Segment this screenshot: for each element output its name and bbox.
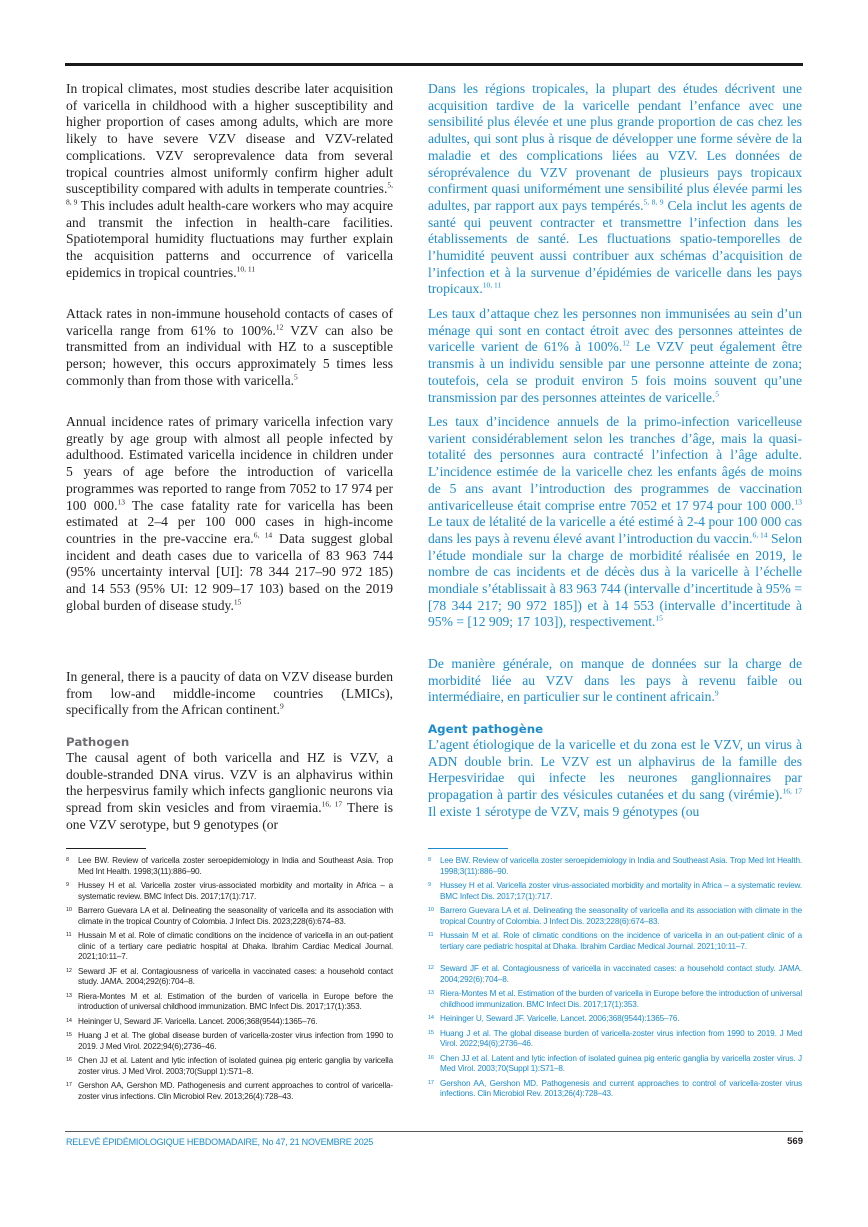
citation: 15 — [655, 613, 663, 623]
footnote-11: 11 Hussain M et al. Role of climatic conditions on the incidence of varicella in an out-patient clinic of a tertiary care pediatric hospital at Dhaka. Ibrahim Cardiac Medical Journal. 2021;10:11–7. — [66, 931, 393, 961]
citation: 6, 14 — [752, 530, 768, 540]
footnote-17: 17 Gershon AA, Gershon MD. Pathogenesis and current approaches to control of varicella-zoster virus infections. Clin Microbiol Rev. 2013;26(4):728–43. — [428, 1078, 802, 1098]
citation: 6, 14 — [253, 530, 273, 540]
section-heading-agent-pathogene: Agent pathogène — [428, 722, 544, 736]
citation: 5, 8, 9 — [66, 180, 393, 207]
section-heading-pathogen: Pathogen — [66, 735, 130, 749]
footnote-13: 13 Riera-Montes M et al. Estimation of the burden of varicella in Europe before the introduction of universal childhood immunization. BMC Infect Dis. 2017;17(1):353. — [428, 989, 802, 1009]
footnote-15: 15 Huang J et al. The global disease burden of varicella-zoster virus infection from 1990 to 2019. J Med Virol. 2022;94(6);2736–46. — [428, 1028, 802, 1048]
citation: 10, 11 — [236, 264, 256, 274]
fr-paragraph-tropical: Dans les régions tropicales, la plupart des études décrivent une acquisition tardive de la varicelle pendant l’enfance avec une sensibilité plus élevée et une plus grande proportion de cas chez les adultes, qui sont plus à risque de développer une forme sévère de la maladie et des complications liées au VZV. Les données de séroprévalence du VZV provenant de plusieurs pays tropicaux confirment quasi uniformément une sensibilité plus élevée parmi les adultes, par rapport aux pays tempérés.$^{5, 8, 9}$ Cela inclut les agents de santé qui peuvent contracter et transmettre l’infection dans les établissements de santé. Les fluctuations spatio-temporelles de l’humidité peuvent aussi contribuer aux schémas d’acquisition de l’infection et à la survenue d’épidémies de varicelle dans les pays tropicaux.$^{10, 11}$ — [428, 81, 803, 297]
top-rule — [65, 63, 803, 66]
en-paragraph-pathogen: The causal agent of both varicella and HZ is VZV, a double-stranded DNA virus. VZV is an alphavirus within the herpesvirus family which infects ganglionic neurons via spread from skin vesicles and from viraemia.$^{16, 17}$ There is one VZV serotype, but 9 genotypes (or — [66, 750, 393, 832]
citation: 5 — [715, 388, 720, 398]
citation: 13 — [794, 496, 802, 506]
footnote-9: 9 Hussey H et al. Varicella zoster virus-associated morbidity and mortality in Africa – a systematic review. BMC Infect Dis. 2017;17(1):717. — [66, 881, 393, 901]
citation: 16, 17 — [321, 799, 343, 809]
citation: 12 — [275, 322, 284, 332]
citation: 16, 17 — [782, 786, 803, 796]
footnote-12: 12 Seward JF et al. Contagiousness of varicella in vaccinated cases: a household contact study. JAMA. 2004;292(6):704–8. — [428, 964, 802, 984]
citation: 12 — [622, 338, 630, 348]
footnote-8: 8 Lee BW. Review of varicella zoster seroepidemiology in India and Southeast Asia. Trop Med Int Health. 1998;3(11):886–90. — [66, 856, 393, 876]
footnote-14: 14 Heininger U, Seward JF. Varicella. Lancet. 2006;368(9544):1365–76. — [66, 1016, 318, 1026]
footnote-8: 8 Lee BW. Review of varicella zoster seroepidemiology in India and Southeast Asia. Trop Med Int Health. 1998;3(11):886–90. — [428, 856, 802, 876]
footnote-17: 17 Gershon AA, Gershon MD. Pathogenesis and current approaches to control of varicella-zoster virus infections. Clin Microbiol Rev. 2013;26(4):728–43. — [66, 1081, 393, 1101]
citation: 5, 8, 9 — [643, 197, 664, 207]
bottom-rule — [65, 1131, 803, 1132]
fr-paragraph-paucity: De manière générale, on manque de données sur la charge de morbidité liée au VZV dans les pays à revenu faible ou intermédiaire, en particulier sur le continent africain.$^9$ — [428, 656, 802, 705]
footnote-rule — [66, 848, 146, 849]
footnote-rule — [428, 848, 508, 849]
en-paragraph-paucity: In general, there is a paucity of data on VZV disease burden from low-and middle-income countries (LMICs), specifically from the African continent.$^9$ — [66, 669, 393, 718]
english-footnotes — [66, 848, 393, 1106]
footnote-10: 10 Barrero Guevara LA et al. Delineating the seasonality of varicella and its association with climate in the tropical Country of Colombia. J Infect Dis. 2023;228(6):674–83. — [428, 906, 802, 926]
citation: 15 — [233, 597, 242, 607]
footnote-11: 11 Hussain M et al. Role of climatic conditions on the incidence of varicella in an out-patient clinic of a tertiary care pediatric hospital at Dhaka. Ibrahim Cardiac Medical Journal. 2021;10:11–7. — [428, 931, 802, 951]
journal-footer: RELEVÉ ÉPIDÉMIOLOGIQUE HEBDOMADAIRE, No 47, 21 NOVEMBRE 2025 — [66, 1137, 374, 1147]
en-paragraph-incidence: Annual incidence rates of primary varicella infection vary greatly by age group with almost all people infected by adulthood. Estimated varicella incidence in children under 5 years of age before the introduction of varicella programmes was reported to range from 7052 to 17 974 per 100 000.13 The case fatality rate for varicella has been estimated at 2–4 per 100 000 cases in high-income countries in the pre-vaccine era.$^{6, 14}$ Data suggest global incident and death cases due to varicella of 83 963 744 (95% uncertainty interval [UI]: 78 344 217–90 972 185) and 14 553 (95% UI: 12 909–17 103) based on the 2019 global burden of disease study.$^{15}$ — [66, 414, 394, 613]
citation: 13 — [117, 496, 125, 506]
footnote-12: 12 Seward JF et al. Contagiousness of varicella in vaccinated cases: a household contact study. JAMA. 2004;292(6):704–8. — [66, 966, 393, 986]
footnote-16: 16 Chen JJ et al. Latent and lytic infection of isolated guinea pig enteric ganglia by varicella zoster virus. J Med Virol. 2003;70(Suppl 1):S71–8. — [428, 1053, 802, 1073]
footnote-9: 9 Hussey H et al. Varicella zoster virus-associated morbidity and mortality in Africa – a systematic review. BMC Infect Dis. 2017;17(1):717. — [428, 881, 802, 901]
citation: 9 — [714, 688, 719, 698]
footnote-14: 14 Heininger U, Seward JF. Varicelle. Lancet. 2006;368(9544):1365–76. — [428, 1014, 680, 1023]
en-paragraph-attack-rates: Attack rates in non-immune household contacts of cases of varicella range from 61% to 100%.$^{12}$ VZV can also be transmitted from an individual with HZ to a susceptible person; however, this occurs approximately 5 times less commonly than from those with varicella.$^5$ — [66, 306, 393, 388]
footnote-10: 10 Barrero Guevara LA et al. Delineating the seasonality of varicella and its association with climate in the tropical Country of Colombia. J Infect Dis. 2023;228(6):674–83. — [66, 906, 393, 926]
french-footnotes — [428, 848, 802, 1104]
english-column — [66, 81, 393, 834]
footnote-16: 16 Chen JJ et al. Latent and lytic infection of isolated guinea pig enteric ganglia by varicella zoster virus. J Med Virol. 2003;70(Suppl 1):S71–8. — [66, 1056, 393, 1076]
french-column — [428, 81, 802, 821]
fr-paragraph-pathogen: L’agent étiologique de la varicelle et du zona est le VZV, un virus à ADN double brin. Le VZV est un alphavirus de la famille des Herpesviridae qui infecte les neurones ganglionnaires par propagation à partir des vésicules cutanées et du sang (virémie).$^{16, 17}$ Il existe 1 sérotype de VZV, mais 9 génotypes (ou — [428, 737, 803, 819]
footnote-13: 13 Riera-Montes M et al. Estimation of the burden of varicella in Europe before the introduction of universal childhood immunization. BMC Infect Dis. 2017;17(1):353. — [66, 991, 393, 1011]
citation: 10, 11 — [482, 280, 502, 290]
citation: 5 — [294, 372, 298, 382]
page-number: 569 — [787, 1136, 803, 1147]
en-paragraph-tropical: In tropical climates, most studies describe later acquisition of varicella in childhood with a higher susceptibility and higher proportion of cases among adults, which are more likely to have severe VZV disease and VZV-related complications. VZV seroprevalence data from several tropical countries almost uniformly confirm higher adult susceptibility compared with adults in temperate countries.$^{5, 8, 9}$ This includes adult health-care workers who may acquire and transmit the infection in health-care facilities. Spatiotemporal humidity fluctuations may further explain the acquisition patterns and occurrence of varicella epidemics in tropical countries.$^{10, 11}$ — [66, 81, 394, 280]
fr-paragraph-incidence: Les taux d’incidence annuels de la primo-infection varicelleuse varient considérablement selon les tranches d’âge, mais la quasi-totalité des personnes aura contracté l’infection à l’âge adulte. L’incidence estimée de la varicelle chez les enfants âgés de moins de 5 ans avant l’introduction des programmes de vaccination antivaricelleuse était comprise entre 7052 et 17 974 pour 100 000.13 Le taux de létalité de la varicelle a été estimé à 2-4 pour 100 000 cas dans les pays à revenu élevé avant l’introduction du vaccin.$^{6, 14}$ Selon l’étude mondiale sur la charge de morbidité réalisée en 2019, le nombre de cas incidents et de décès dus à la varicelle à l’échelle mondiale s’établissait à 83 963 744 (intervalle d’incertitude à 95% = [78 344 217; 90 972 185]) et à 14 553 (intervalle d’incertitude à 95% = [12 909; 17 103]), respectivement.$^{15}$ — [428, 414, 802, 630]
citation: 9 — [280, 701, 284, 711]
footnote-15: 15 Huang J et al. The global disease burden of varicella-zoster virus infection from 1990 to 2019. J Med Virol. 2022;94(6);2736–46. — [66, 1031, 393, 1051]
fr-paragraph-attack-rates: Les taux d’attaque chez les personnes non immunisées au sein d’un ménage qui sont en contact étroit avec des personnes atteintes de varicelle varient de 61% à 100%.$^{12}$ Le VZV peut également être transmis à un individu sensible par une personne atteinte de zona; toutefois, cela se produit environ 5 fois moins souvent qu’une transmission par des personnes atteintes de varicelle.$^5$ — [428, 306, 803, 405]
